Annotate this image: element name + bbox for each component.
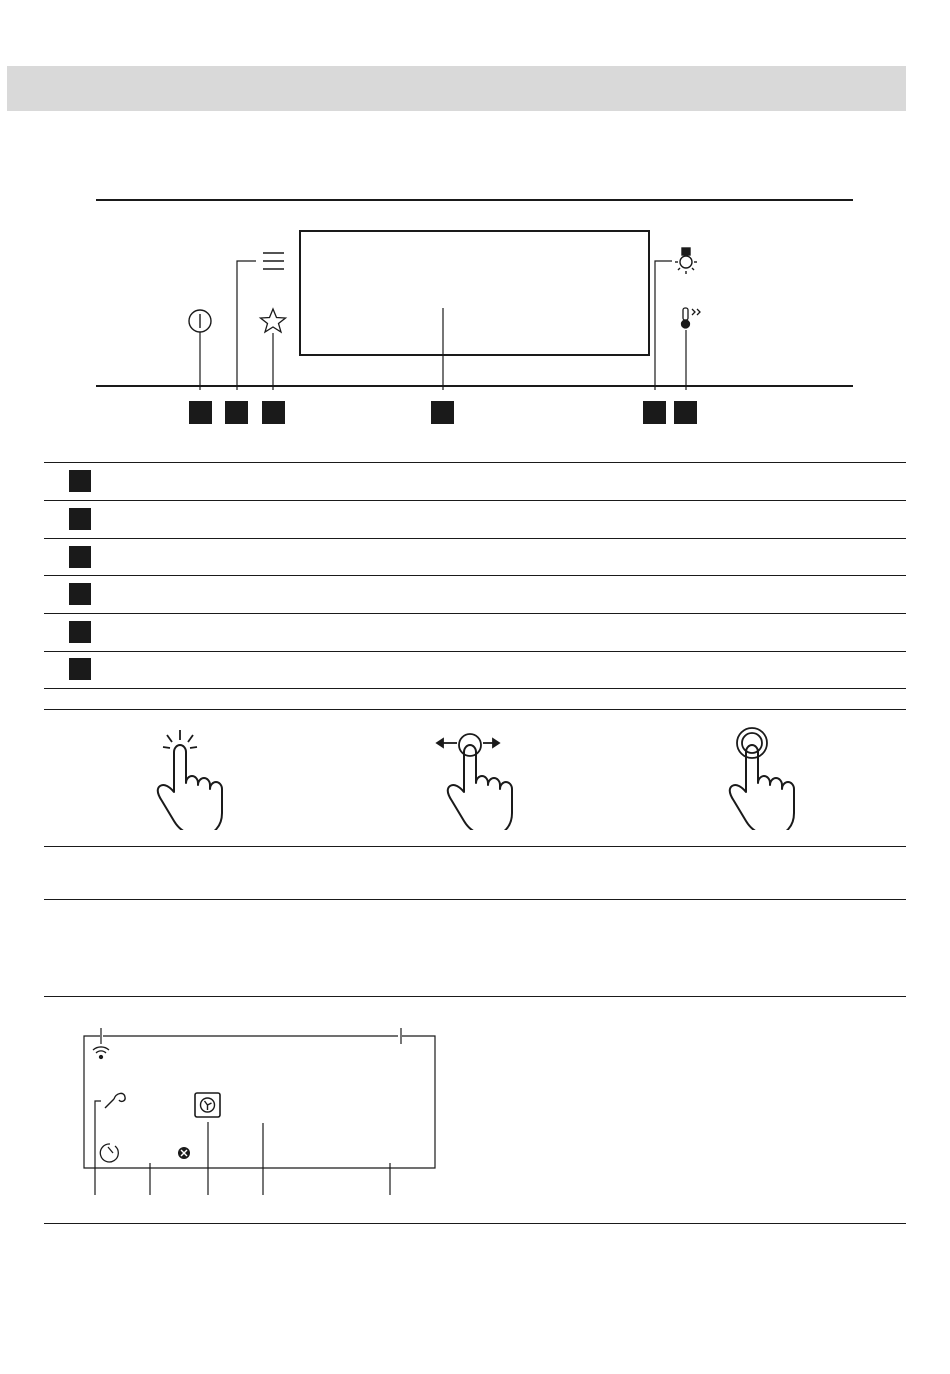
legend-marker-5 xyxy=(69,621,91,643)
table-rule xyxy=(44,462,906,463)
legend-marker-6 xyxy=(69,658,91,680)
display-frame xyxy=(300,231,649,355)
tap-gesture-icon xyxy=(158,730,222,830)
callout-marker-favourite xyxy=(262,401,285,424)
gesture-row xyxy=(0,720,950,830)
table-rule xyxy=(44,846,906,847)
table-rule xyxy=(44,651,906,652)
legend-marker-2 xyxy=(69,508,91,530)
table-rule xyxy=(44,709,906,710)
touch-and-hold-gesture-icon xyxy=(730,728,794,830)
table-rule xyxy=(44,688,906,689)
timer-icon xyxy=(100,1144,118,1162)
fast-heat-up-icon xyxy=(682,308,701,328)
slide-gesture-icon xyxy=(437,734,512,830)
panel-top-edge xyxy=(96,199,853,201)
callout-marker-display xyxy=(431,401,454,424)
table-rule xyxy=(44,575,906,576)
on-off-icon xyxy=(189,310,211,332)
menu-icon xyxy=(263,253,284,269)
callout-marker-fast-heat-up xyxy=(674,401,697,424)
legend-marker-4 xyxy=(69,583,91,605)
table-rule xyxy=(44,613,906,614)
callout-marker-lamp xyxy=(643,401,666,424)
wifi-icon xyxy=(93,1047,109,1059)
display-diagram xyxy=(0,1020,460,1195)
callout-marker-menu xyxy=(225,401,248,424)
legend-marker-1 xyxy=(69,470,91,492)
table-rule xyxy=(44,996,906,997)
table-rule xyxy=(44,899,906,900)
lamp-icon xyxy=(675,248,697,274)
section-header-bar xyxy=(7,66,906,111)
control-panel-diagram xyxy=(0,220,950,390)
table-rule xyxy=(44,538,906,539)
favourite-star-icon xyxy=(261,309,286,332)
cancel-icon xyxy=(178,1147,190,1159)
callout-marker-on-off xyxy=(189,401,212,424)
core-probe-icon xyxy=(105,1093,125,1108)
table-rule xyxy=(44,1223,906,1224)
legend-marker-3 xyxy=(69,546,91,568)
table-rule xyxy=(44,500,906,501)
fan-heating-icon xyxy=(195,1093,220,1117)
